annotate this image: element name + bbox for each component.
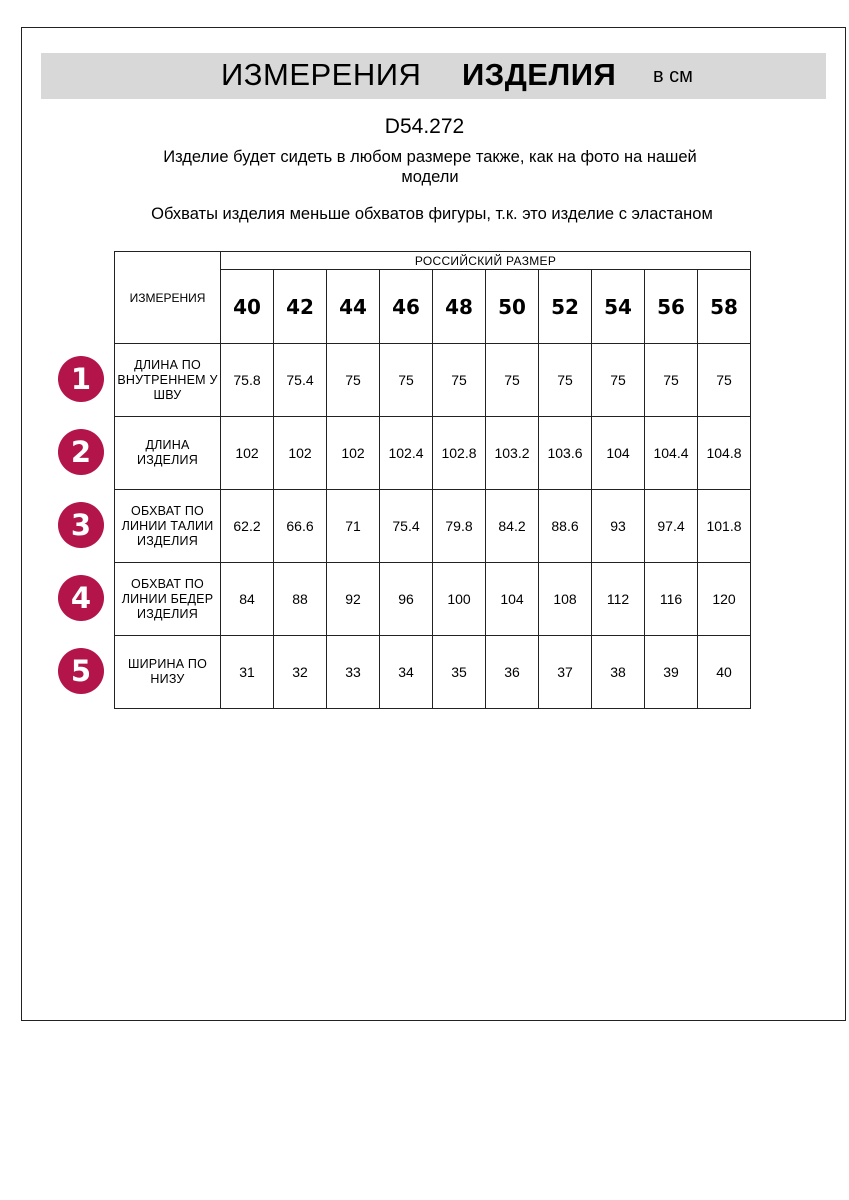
- table-cell: 84.2: [486, 490, 539, 563]
- size-header: 48: [433, 270, 486, 344]
- size-header: 44: [327, 270, 380, 344]
- table-cell: 33: [327, 636, 380, 709]
- table-cell: 103.2: [486, 417, 539, 490]
- table-cell: 102: [327, 417, 380, 490]
- table-cell: 75: [698, 344, 751, 417]
- number-badge-1: 1: [58, 356, 104, 402]
- size-table: [114, 251, 751, 709]
- table-cell: 75.4: [380, 490, 433, 563]
- table-cell: 75: [539, 344, 592, 417]
- table-cell: 103.6: [539, 417, 592, 490]
- table-cell: 75: [645, 344, 698, 417]
- number-badge-2: 2: [58, 429, 104, 475]
- table-cell: 75: [486, 344, 539, 417]
- size-header: 42: [274, 270, 327, 344]
- table-cell: 102.4: [380, 417, 433, 490]
- table-cell: 38: [592, 636, 645, 709]
- elastane-note: Обхваты изделия меньше обхватов фигуры, т.к. это изделие с эластаном: [151, 205, 713, 223]
- title-regular: ИЗМЕРЕНИЯ: [221, 57, 422, 92]
- table-cell: 34: [380, 636, 433, 709]
- table-cell: 102: [221, 417, 274, 490]
- table-cell: 93: [592, 490, 645, 563]
- size-header: 40: [221, 270, 274, 344]
- table-cell: 104: [592, 417, 645, 490]
- size-header: 50: [486, 270, 539, 344]
- table-cell: 62.2: [221, 490, 274, 563]
- table-cell: 120: [698, 563, 751, 636]
- title-banner: [41, 53, 826, 99]
- size-header: 54: [592, 270, 645, 344]
- table-cell: 39: [645, 636, 698, 709]
- fit-note: Изделие будет сидеть в любом размере также, как на фото на нашей модели: [163, 148, 697, 186]
- table-cell: 71: [327, 490, 380, 563]
- table-cell: 108: [539, 563, 592, 636]
- table-header-row: [115, 252, 751, 270]
- table-cell: 79.8: [433, 490, 486, 563]
- table-cell: 75: [433, 344, 486, 417]
- number-badge-4: 4: [58, 575, 104, 621]
- table-row: [115, 490, 751, 563]
- table-cell: 104: [486, 563, 539, 636]
- table-cell: 97.4: [645, 490, 698, 563]
- table-cell: 75: [327, 344, 380, 417]
- row-label: ДЛИНА ПО ВНУТРЕННЕМ У ШВУ: [115, 344, 221, 417]
- table-cell: 36: [486, 636, 539, 709]
- table-cell: 104.8: [698, 417, 751, 490]
- table-cell: 101.8: [698, 490, 751, 563]
- table-cell: 75: [592, 344, 645, 417]
- table-cell: 37: [539, 636, 592, 709]
- table-cell: 88: [274, 563, 327, 636]
- table-cell: 35: [433, 636, 486, 709]
- table-row: [115, 417, 751, 490]
- table-row: [115, 344, 751, 417]
- number-badge-5: 5: [58, 648, 104, 694]
- row-label: ОБХВАТ ПО ЛИНИИ ТАЛИИ ИЗДЕЛИЯ: [115, 490, 221, 563]
- table-cell: 66.6: [274, 490, 327, 563]
- title-unit: в см: [653, 65, 693, 87]
- table-cell: 75.4: [274, 344, 327, 417]
- table-cell: 84: [221, 563, 274, 636]
- table-cell: 75.8: [221, 344, 274, 417]
- table-cell: 112: [592, 563, 645, 636]
- size-header: 46: [380, 270, 433, 344]
- number-badge-3: 3: [58, 502, 104, 548]
- table-row: [115, 563, 751, 636]
- table-cell: 88.6: [539, 490, 592, 563]
- size-header: 58: [698, 270, 751, 344]
- table-cell: 92: [327, 563, 380, 636]
- size-header: 52: [539, 270, 592, 344]
- table-cell: 31: [221, 636, 274, 709]
- row-label: ОБХВАТ ПО ЛИНИИ БЕДЕР ИЗДЕЛИЯ: [115, 563, 221, 636]
- size-header: 56: [645, 270, 698, 344]
- size-group-header: РОССИЙСКИЙ РАЗМЕР: [221, 252, 751, 270]
- table-cell: 75: [380, 344, 433, 417]
- table-cell: 32: [274, 636, 327, 709]
- table-cell: 104.4: [645, 417, 698, 490]
- measure-header: ИЗМЕРЕНИЯ: [115, 252, 221, 344]
- table-cell: 40: [698, 636, 751, 709]
- table-cell: 116: [645, 563, 698, 636]
- table-row: [115, 636, 751, 709]
- title-bold: ИЗДЕЛИЯ: [462, 57, 617, 92]
- table-cell: 102.8: [433, 417, 486, 490]
- table-cell: 102: [274, 417, 327, 490]
- article-number: D54.272: [384, 115, 465, 138]
- row-label: ДЛИНА ИЗДЕЛИЯ: [115, 417, 221, 490]
- table-cell: 100: [433, 563, 486, 636]
- table-cell: 96: [380, 563, 433, 636]
- row-label: ШИРИНА ПО НИЗУ: [115, 636, 221, 709]
